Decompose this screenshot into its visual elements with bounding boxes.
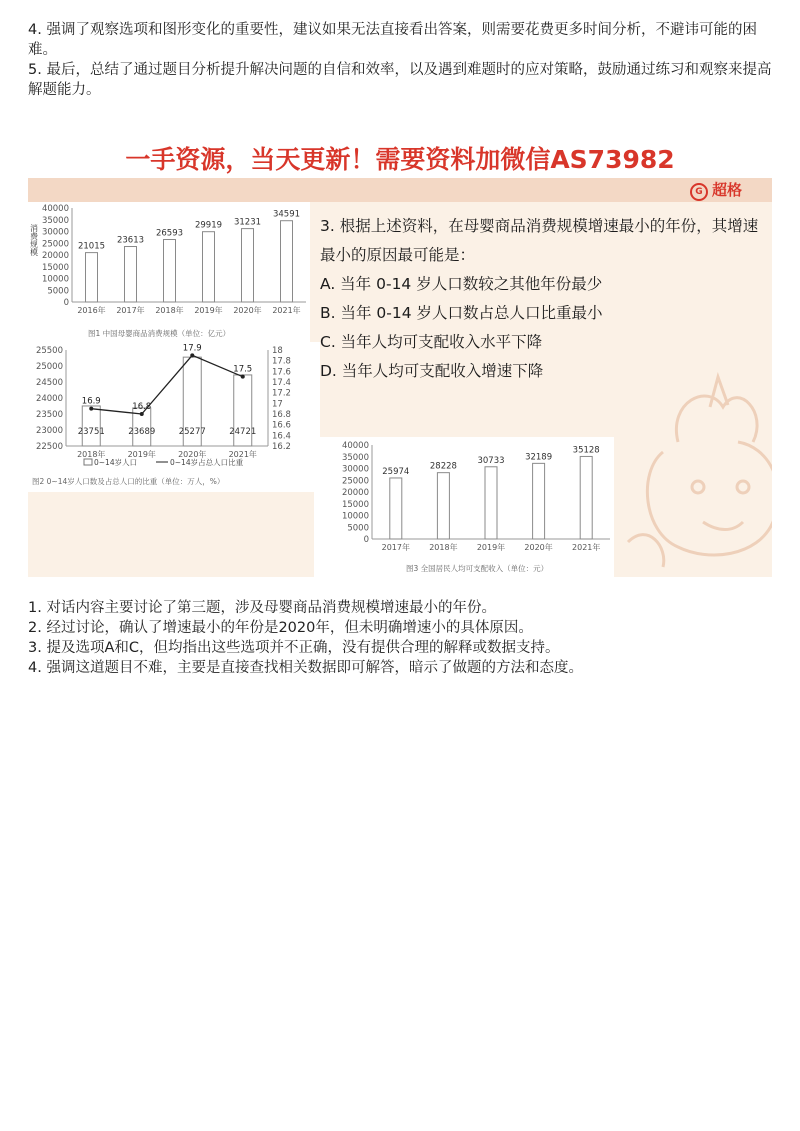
x-tick-label: 2019年 xyxy=(127,450,156,459)
line-data-label: 17.5 xyxy=(233,364,253,375)
y-tick-label-left: 22500 xyxy=(35,442,63,452)
y-tick-label-right: 17 xyxy=(272,399,283,410)
y-tick-label-left: 25500 xyxy=(35,346,63,356)
series-line xyxy=(91,355,243,414)
line-data-label: 16.8 xyxy=(132,402,152,412)
g-circle-icon: G xyxy=(690,183,708,201)
question-block xyxy=(320,212,760,386)
data-label: 23689 xyxy=(128,427,156,437)
y-tick-label: 30000 xyxy=(341,464,369,475)
legend-swatch-bar xyxy=(84,459,92,465)
data-label: 24721 xyxy=(229,427,257,437)
option-b: B. 当年 0-14 岁人口数占总人口比重最小 xyxy=(320,304,603,322)
bar xyxy=(281,221,293,302)
line-point xyxy=(89,407,93,411)
y-tick-label: 15000 xyxy=(41,262,69,273)
y-tick-label-right: 17.6 xyxy=(272,367,291,378)
x-tick-label: 2020年 xyxy=(233,306,262,315)
bar xyxy=(125,247,137,302)
line-point xyxy=(140,412,144,416)
note-item: 5. 最后，总结了通过题目分析提升解决问题的自信和效率，以及遇到难题时的应对策略，鼓励通过练习和观察来提高解题能力。 xyxy=(28,62,772,98)
bottom-notes xyxy=(28,598,778,678)
data-label: 25277 xyxy=(178,427,206,437)
note-item: 4. 强调这道题目不难，主要是直接查找相关数据即可解答，暗示了做题的方法和态度。 xyxy=(28,660,583,676)
x-tick-label: 2017年 xyxy=(116,306,145,315)
x-tick-label: 2020年 xyxy=(524,543,553,552)
y-tick-label: 10000 xyxy=(341,511,369,522)
chart-title: 图2 0~14岁人口数及占总人口的比重（单位：万人，%） xyxy=(32,477,225,486)
y-tick-label: 15000 xyxy=(341,499,369,510)
option-d: D. 当年人均可支配收入增速下降 xyxy=(320,362,544,380)
option-a: A. 当年 0-14 岁人口数较之其他年份最少 xyxy=(320,275,603,293)
x-tick-label: 2020年 xyxy=(178,450,207,459)
chart-income xyxy=(314,437,614,577)
y-tick-label-right: 16.8 xyxy=(272,410,291,420)
x-tick-label: 2021年 xyxy=(272,306,301,315)
data-label: 35128 xyxy=(572,445,600,456)
y-tick-label: 0 xyxy=(363,535,369,545)
chart-consumption-svg xyxy=(28,202,310,342)
bar xyxy=(242,229,254,302)
y-tick-label-right: 18 xyxy=(272,346,283,356)
y-tick-label-left: 23000 xyxy=(35,426,63,436)
x-tick-label: 2019年 xyxy=(476,543,506,552)
line-point xyxy=(190,353,194,357)
data-label: 23751 xyxy=(77,427,105,437)
question-figure xyxy=(28,142,772,577)
y-tick-label: 5000 xyxy=(347,523,369,534)
y-tick-label: 25000 xyxy=(41,239,69,250)
note-item: 4. 强调了观察选项和图形变化的重要性，建议如果无法直接看出答案，则需要花费更多时间分析，不避讳可能的困难。 xyxy=(28,22,757,58)
data-label: 34591 xyxy=(272,209,301,220)
x-tick-label: 2021年 xyxy=(572,543,601,552)
bar xyxy=(86,253,98,302)
y-tick-label-left: 24500 xyxy=(35,378,63,388)
y-tick-label-left: 24000 xyxy=(35,394,63,404)
bar xyxy=(203,232,215,302)
question-stem: 3. 根据上述资料，在母婴商品消费规模增速最小的年份，其增速 xyxy=(320,217,759,235)
option-c: C. 当年人均可支配收入水平下降 xyxy=(320,333,543,351)
line-point xyxy=(241,375,245,379)
y-tick-label: 35000 xyxy=(341,452,369,463)
chart-consumption xyxy=(28,202,310,342)
note-item: 1. 对话内容主要讨论了第三题，涉及母婴商品消费规模增速最小的年份。 xyxy=(28,600,496,616)
y-tick-label: 30000 xyxy=(41,227,69,238)
x-tick-label: 2021年 xyxy=(228,450,257,459)
top-notes xyxy=(28,20,778,100)
y-tick-label: 40000 xyxy=(341,441,369,451)
data-label: 30733 xyxy=(477,455,505,466)
legend-label: 0~14岁人口 xyxy=(94,458,138,467)
y-tick-label-left: 23500 xyxy=(35,410,63,420)
y-tick-label-right: 16.4 xyxy=(272,431,291,442)
brand-label: 超格 xyxy=(711,181,742,199)
y-tick-label-right: 16.6 xyxy=(272,420,291,431)
promo-banner: 一手资源，当天更新！需要资料加微信AS73982 xyxy=(28,142,772,178)
unicorn-mascot-icon xyxy=(618,372,772,577)
y-tick-label-right: 17.4 xyxy=(272,378,291,388)
x-tick-label: 2017年 xyxy=(381,543,410,552)
data-label: 23613 xyxy=(116,235,145,246)
y-tick-label: 5000 xyxy=(47,286,69,297)
y-tick-label: 35000 xyxy=(41,215,69,226)
data-label: 25974 xyxy=(382,466,410,477)
y-tick-label-right: 16.2 xyxy=(272,442,291,452)
chart-population xyxy=(28,342,320,492)
brand-strip xyxy=(28,178,772,202)
note-item: 3. 提及选项A和C，但均指出这些选项并不正确，没有提供合理的解释或数据支持。 xyxy=(28,640,560,656)
brand-logo xyxy=(690,180,742,201)
y-tick-label: 40000 xyxy=(41,204,69,214)
bar xyxy=(437,473,449,539)
note-item: 2. 经过讨论，确认了增速最小的年份是2020年，但未明确增速小的具体原因。 xyxy=(28,620,533,636)
bar xyxy=(164,240,176,302)
y-tick-label-left: 25000 xyxy=(35,362,63,372)
data-label: 28228 xyxy=(429,461,457,472)
x-tick-label: 2016年 xyxy=(77,306,106,315)
y-tick-label: 25000 xyxy=(341,476,369,487)
data-label: 32189 xyxy=(525,452,553,463)
y-tick-label: 10000 xyxy=(41,274,69,285)
data-label: 26593 xyxy=(155,228,184,239)
chart-title: 图1 中国母婴商品消费规模（单位：亿元） xyxy=(88,329,231,338)
bar xyxy=(485,467,497,539)
x-tick-label: 2018年 xyxy=(77,450,106,459)
legend-label: 0~14岁占总人口比重 xyxy=(170,458,244,467)
data-label: 31231 xyxy=(233,217,262,228)
data-label: 29919 xyxy=(194,220,223,231)
bar xyxy=(580,456,592,539)
y-axis-label: 消费规模 xyxy=(29,224,39,256)
chart-title: 图3 全国居民人均可支配收入（单位：元） xyxy=(406,564,549,573)
y-tick-label: 0 xyxy=(63,298,69,308)
bar xyxy=(82,406,100,446)
x-tick-label: 2018年 xyxy=(429,543,458,552)
y-tick-label: 20000 xyxy=(341,488,369,498)
chart-population-svg xyxy=(28,342,320,492)
line-data-label: 17.9 xyxy=(182,343,202,354)
question-stem: 最小的原因最可能是： xyxy=(320,246,476,264)
data-label: 21015 xyxy=(77,241,106,252)
y-tick-label-right: 17.8 xyxy=(272,356,291,367)
line-data-label: 16.9 xyxy=(81,396,101,407)
y-tick-label-right: 17.2 xyxy=(272,388,291,399)
y-tick-label: 20000 xyxy=(41,251,69,261)
x-tick-label: 2018年 xyxy=(155,306,184,315)
bar xyxy=(390,478,402,539)
x-tick-label: 2019年 xyxy=(194,306,223,315)
bar xyxy=(533,463,545,539)
chart-income-svg xyxy=(314,437,614,577)
